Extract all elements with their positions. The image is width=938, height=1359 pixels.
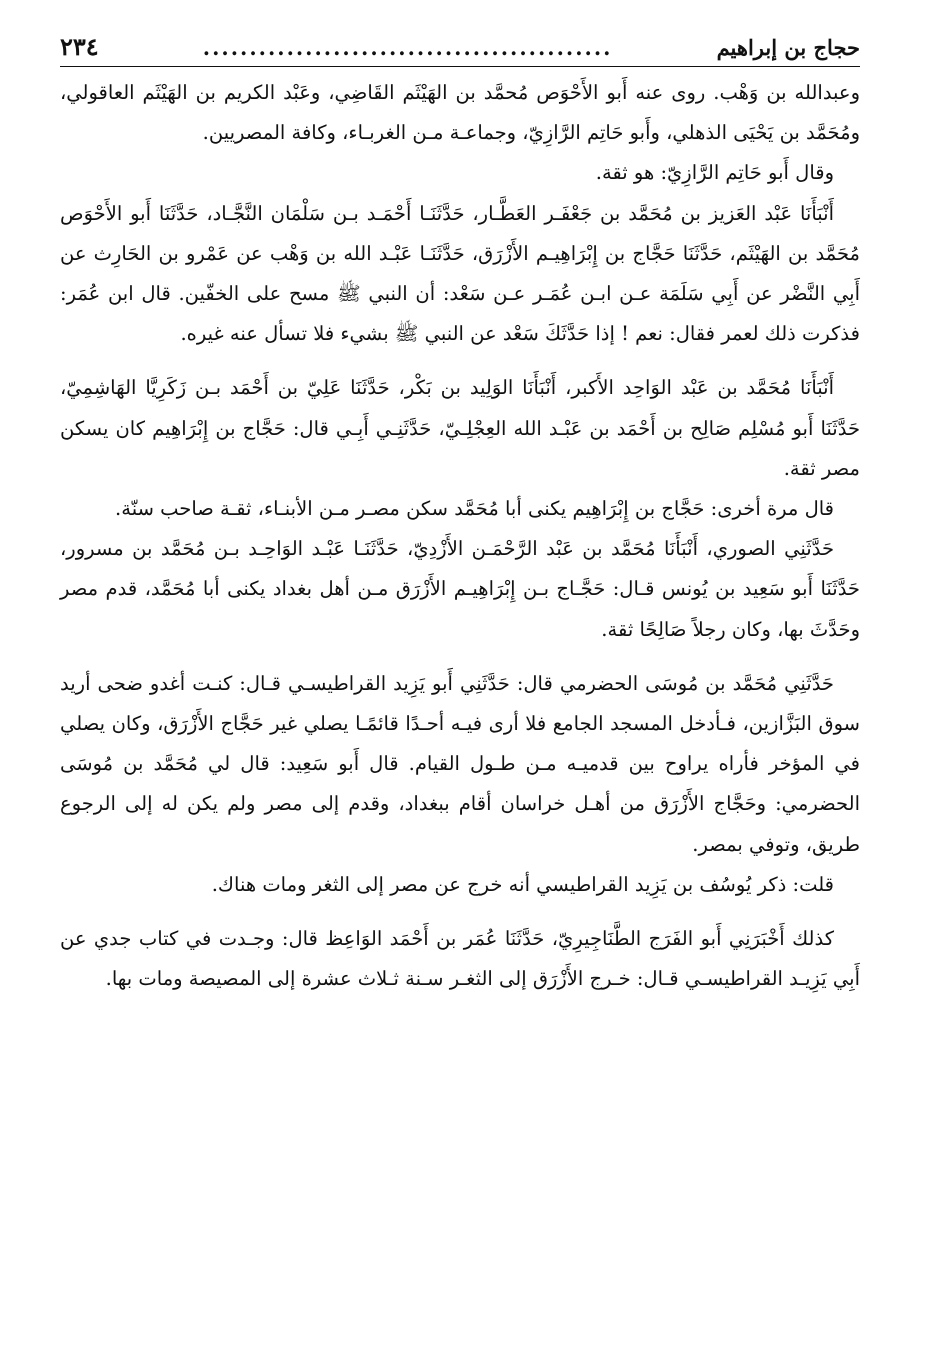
paragraph-7: حَدَّثَنِي مُحَمَّد بن مُوسَى الحضرمي قال: حَدَّثَنِي أَبو يَزِيد القراطيسـي قـال: كنـت أغدو ضحى أريد سوق البَزَّازين، فـأدخل المسجد الجامع فلا أرى فيـه أحـدًا قائمًـا يصلي غير حَجَّاج الأَزْرَق، وكان يصلي في المؤخر فأراه يراوح بين قدميـه مـن طـول القيام. قال أَبو سَعِيد: قال لي مُحَمَّد بن مُوسَى الحضرمي: وحَجَّاج الأَزْرَق من أهـل خراسان أقام ببغداد، وقدم إلى مصر ولم يكن له إلى الرجوع طريق، وتوفي بمصر.: [60, 671, 860, 856]
paragraph-8: قلت: ذكر يُوسُف بن يَزِيد القراطيسي أنه خرج عن مصر إلى الثغر ومات هناك.: [211, 872, 834, 896]
page-number: ٢٣٤: [60, 32, 99, 61]
paragraph-1: وعبدالله بن وَهْب. روى عنه أَبو الأَحْوَص مُحمَّد بن الهَيْثَم القَاضِي، وعَبْد الكريم بن الهَيْثَم العاقولي، ومُحَمَّد بن يَحْيَى الذهلي، وأَبو حَاتِم الرَّازِيّ، وجماعـة مـن الغربـاء، وكافة المصريين.: [60, 81, 860, 145]
paragraph-6: حَدَّثَنِي الصوري، أَنْبَأَنَا مُحَمَّد بن عَبْد الرَّحْمَـن الأَزْدِيّ، حَدَّثَنَـا عَبْـد الوَاحِـد بـن مُحَمَّد بن مسرور، حَدَّثَنَا أَبو سَعِيد بن يُونس قـال: حَجَّـاج بـن إِبْرَاهِيـم الأَزْرَق مـن أهل بغداد يكنى أبا مُحَمَّد، قدم مصر وحَدَّثَ بها، وكان رجلاً صَالِحًا ثقة.: [60, 537, 860, 641]
paragraph-5: قال مرة أخرى: حَجَّاج بن إِبْرَاهِيم يكنى أبا مُحَمَّد سكن مصـر مـن الأبنـاء، ثقـة صاحب سنّة.: [115, 497, 834, 521]
header-rule: [60, 66, 860, 67]
paragraph-2: وقال أَبو حَاتِم الرَّازِيّ: هو ثقة.: [595, 161, 834, 185]
paragraph-3: أَنْبَأَنَا عَبْد العَزيز بن مُحَمَّد بن جَعْفَـر العَطَّـار، حَدَّثَنَـا أَحْمَـد بـن سَلْمَان النَّجَّـاد، حَدَّثَنَا أَبو الأَحْوَص مُحَمَّد بن الهَيْثَم، حَدَّثَنَا حَجَّاج بن إِبْرَاهِيـم الأَزْرَق، حَدَّثَنَـا عَبْـد الله بن وَهْب عن عَمْرو بن الحَارِث عن أَبِي النَّضْر عن أَبِي سَلَمَة عـن ابـن عُمَـر عـن سَعْد: أن النبي ﷺ مسح على الخفّين. قال ابن عُمَر: فذكرت ذلك لعمر فقال: نعم ! إذا حَدَّثَكَ سَعْد عن النبي ﷺ بشيء فلا تسأل عنه غيره.: [60, 201, 860, 346]
header-dot-leader: ............................................: [202, 35, 613, 60]
running-header: [60, 30, 860, 64]
body-text: [60, 73, 860, 999]
book-page: [60, 30, 860, 999]
paragraph-4: أَنْبَأَنَا مُحَمَّد بن عَبْد الوَاحِد الأَكبر، أَنْبَأَنَا الوَلِيد بن بَكْر، حَدَّثَنَا عَلِيّ بن أَحْمَد بـن زَكَرِيَّا الهَاشِمِيّ، حَدَّثَنَا أَبو مُسْلِم صَالِح بن أَحْمَد بن عَبْـد الله العِجْلِـيّ، حَدَّثَنِـي أَبِـي قال: حَجَّاج بن إِبْرَاهِيم كان يسكن مصر ثقة.: [60, 376, 860, 480]
paragraph-9: كذلك أَخْبَرَنِي أَبو الفَرَج الطَّنَاجِيرِيّ، حَدَّثَنَا عُمَر بن أَحْمَد الوَاعِظ قال: وجـدت في كتاب جدي عن أَبِي يَزِيـد القراطيسـي قـال: خـرج الأَزْرَق إلى الثغـر سـنة ثـلاث عشرة إلى المصيصة ومات بها.: [60, 927, 860, 991]
running-title: حجاج بن إبراهيم: [716, 35, 860, 60]
